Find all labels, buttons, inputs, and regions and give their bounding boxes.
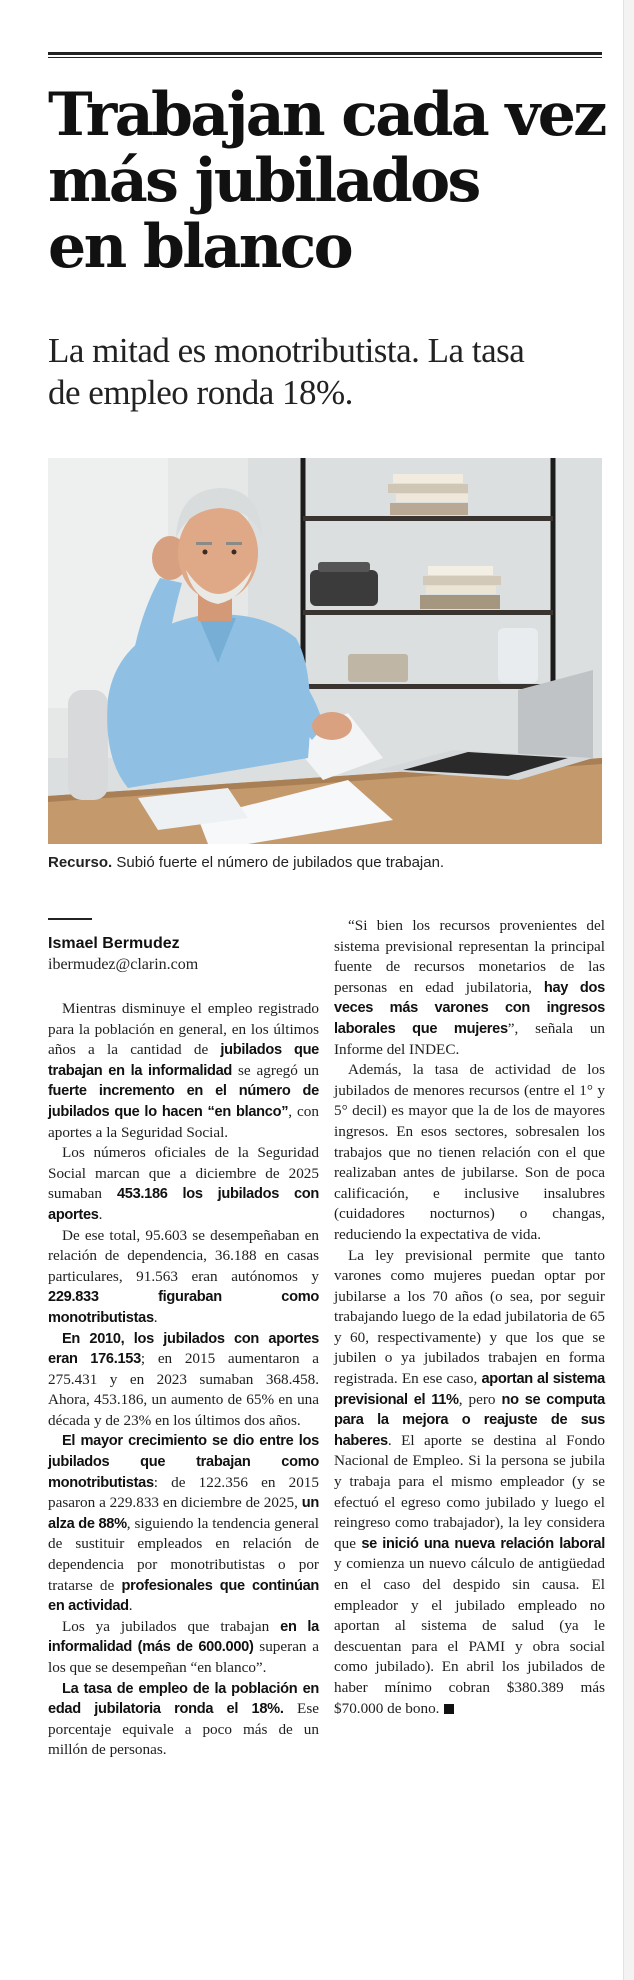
bold-phrase: no se computa para la mejora o reajuste de sus haberes <box>334 1391 605 1449</box>
body-paragraph <box>48 1329 319 1432</box>
body-paragraph <box>48 1617 319 1679</box>
body-paragraph <box>48 999 319 1143</box>
end-of-article-mark <box>444 1704 454 1714</box>
bold-phrase: La tasa de empleo de la población en edad jubilatoria ronda el 18%. <box>48 1680 319 1718</box>
text-run: ”, señala un Informe del INDEC. <box>334 1019 606 1058</box>
article-photo <box>48 458 602 844</box>
headline <box>48 82 608 280</box>
page-edge <box>623 0 634 1980</box>
author-rule <box>48 918 92 920</box>
text-run: Los ya jubilados que trabajan <box>62 1617 281 1635</box>
body-paragraph <box>48 1226 319 1329</box>
headline-line: más jubilados <box>48 146 479 216</box>
text-run: Mientras disminuye el empleo registrado para la población en general, en los últimos años a la cantidad de <box>48 1000 319 1059</box>
bold-phrase: jubilados que trabajan en la informalidad <box>48 1042 319 1079</box>
bold-phrase: fuerte incremento en el número de jubilados que lo hacen “en blanco” <box>48 1083 319 1120</box>
text-run: La ley previsional permite que tanto varones como mujeres puedan optar por jubilarse a los 70 años (o sea, por seguir trabajando luego de la edad jubilatoria de 65 y 60, respectivamente) y que los que se jubilen o ya jubilados trabajen en forma registrada. En ese caso, <box>334 1246 605 1388</box>
text-run: . <box>98 1205 103 1223</box>
headline-line: en blanco <box>48 212 352 282</box>
caption-text: Subió fuerte el número de jubilados que trabajan. <box>112 854 445 871</box>
bold-phrase: aportan al sistema previsional el 11% <box>334 1371 605 1408</box>
text-run: De ese total, 95.603 se desempeñaban en relación de dependencia, 36.188 en casas particulares, 91.563 eran autónomos y <box>48 1226 319 1285</box>
subhead-line: de empleo ronda 18%. <box>48 373 353 412</box>
article-column-right <box>334 916 605 1719</box>
bold-phrase: en la informalidad (más de 600.000) <box>48 1618 319 1656</box>
body-paragraph <box>48 1431 319 1616</box>
author-name: Ismael Bermudez <box>48 935 180 952</box>
top-rule-thin <box>48 57 602 58</box>
bold-phrase: El mayor crecimiento se dio entre los jubilados que trabajan como monotributistas <box>48 1433 319 1491</box>
text-run: , pero <box>458 1390 502 1408</box>
body-paragraph <box>334 1060 605 1245</box>
article-column-left <box>48 912 319 1761</box>
text-run: superan a los que se desempeñan “en blanco”. <box>48 1638 319 1676</box>
text-run: . El aporte se destina al Fondo Nacional de Empleo. Si la persona se jubila y trabaja para el mismo empleador (y se efectuó el egreso como jubilado y luego el reingreso como trabajador), la ley considera que <box>334 1431 605 1552</box>
bold-phrase: En 2010, los jubilados con aportes eran 176.153 <box>48 1330 319 1368</box>
bold-phrase: profesionales que continúan en actividad <box>48 1577 319 1615</box>
body-paragraph <box>48 1143 319 1225</box>
text-run: se agregó un <box>232 1061 319 1079</box>
bold-phrase: un alza de 88% <box>48 1495 319 1532</box>
left-body <box>48 999 319 1761</box>
body-paragraph <box>334 916 605 1060</box>
photo-caption <box>48 854 608 871</box>
text-run: y comienza un nuevo cálculo de antigüedad en el caso del despido sin causa. El empleador y el jubilado empleado no aportan al sistema de salud (ya le descuentan para el PAMI y obra social como jubilado). En abril los jubilados de haber mínimo cobran $380.389 más $70.000 de bono. <box>334 1555 605 1717</box>
text-run: Ese porcentaje equivale a poco más de un millón de personas. <box>48 1700 319 1759</box>
text-run: . <box>153 1308 158 1326</box>
text-run: : de 122.356 en 2015 pasaron a 229.833 en diciembre de 2025, <box>48 1473 319 1512</box>
bold-phrase: hay dos veces más varones con ingresos laborales que mujeres <box>334 979 605 1037</box>
elderly-man-reviewing-papers-illustration <box>48 458 602 844</box>
text-run: Los números oficiales de la Seguridad Social marcan que a diciembre de 2025 sumaban <box>48 1144 319 1203</box>
bold-phrase: 453.186 los jubilados con aportes <box>48 1186 319 1223</box>
right-body <box>334 916 605 1719</box>
body-paragraph <box>334 1246 605 1720</box>
subhead-line: La mitad es monotributista. La tasa <box>48 331 525 370</box>
text-run: . <box>128 1597 133 1615</box>
bold-phrase: se inició una nueva relación laboral <box>361 1535 605 1552</box>
subheadline <box>48 330 608 414</box>
bold-phrase: 229.833 figuraban como monotributistas <box>48 1289 319 1326</box>
text-run: , siguiendo la tendencia general de sustituir empleados en relación de dependencia por monotributistas o por tratarse de <box>48 1514 319 1594</box>
top-rule <box>48 52 602 55</box>
author-email: ibermudez@clarin.com <box>48 956 199 973</box>
body-paragraph <box>48 1679 319 1761</box>
text-run: ; en 2015 aumentaron a 275.431 y en 2023 sumaban 368.458. Ahora, 453.186, un aumento de 65% en una década y de 23% en los últimos dos años. <box>48 1350 319 1429</box>
caption-label: Recurso. <box>48 854 113 871</box>
headline-line: Trabajan cada vez <box>48 80 605 150</box>
text-run: , con aportes a la Seguridad Social. <box>48 1102 319 1141</box>
text-run: Además, la tasa de actividad de los jubilados de menores recursos (entre el 1° y 5° decil) es mayor que la de los de mayores ingresos. En esos sectores, sobresalen los trabajos que no tienen relación con el que realizaban antes de jubilarse. Son de poca calificación, e inclusive insalubres (cuidadores nocturnos) o changas, reduciendo la expectativa de vida. <box>334 1061 605 1243</box>
text-run: “Si bien los recursos provenientes del sistema previsional representan la principal fuente de recursos monetarios de las personas en edad jubilatoria, <box>334 917 605 996</box>
